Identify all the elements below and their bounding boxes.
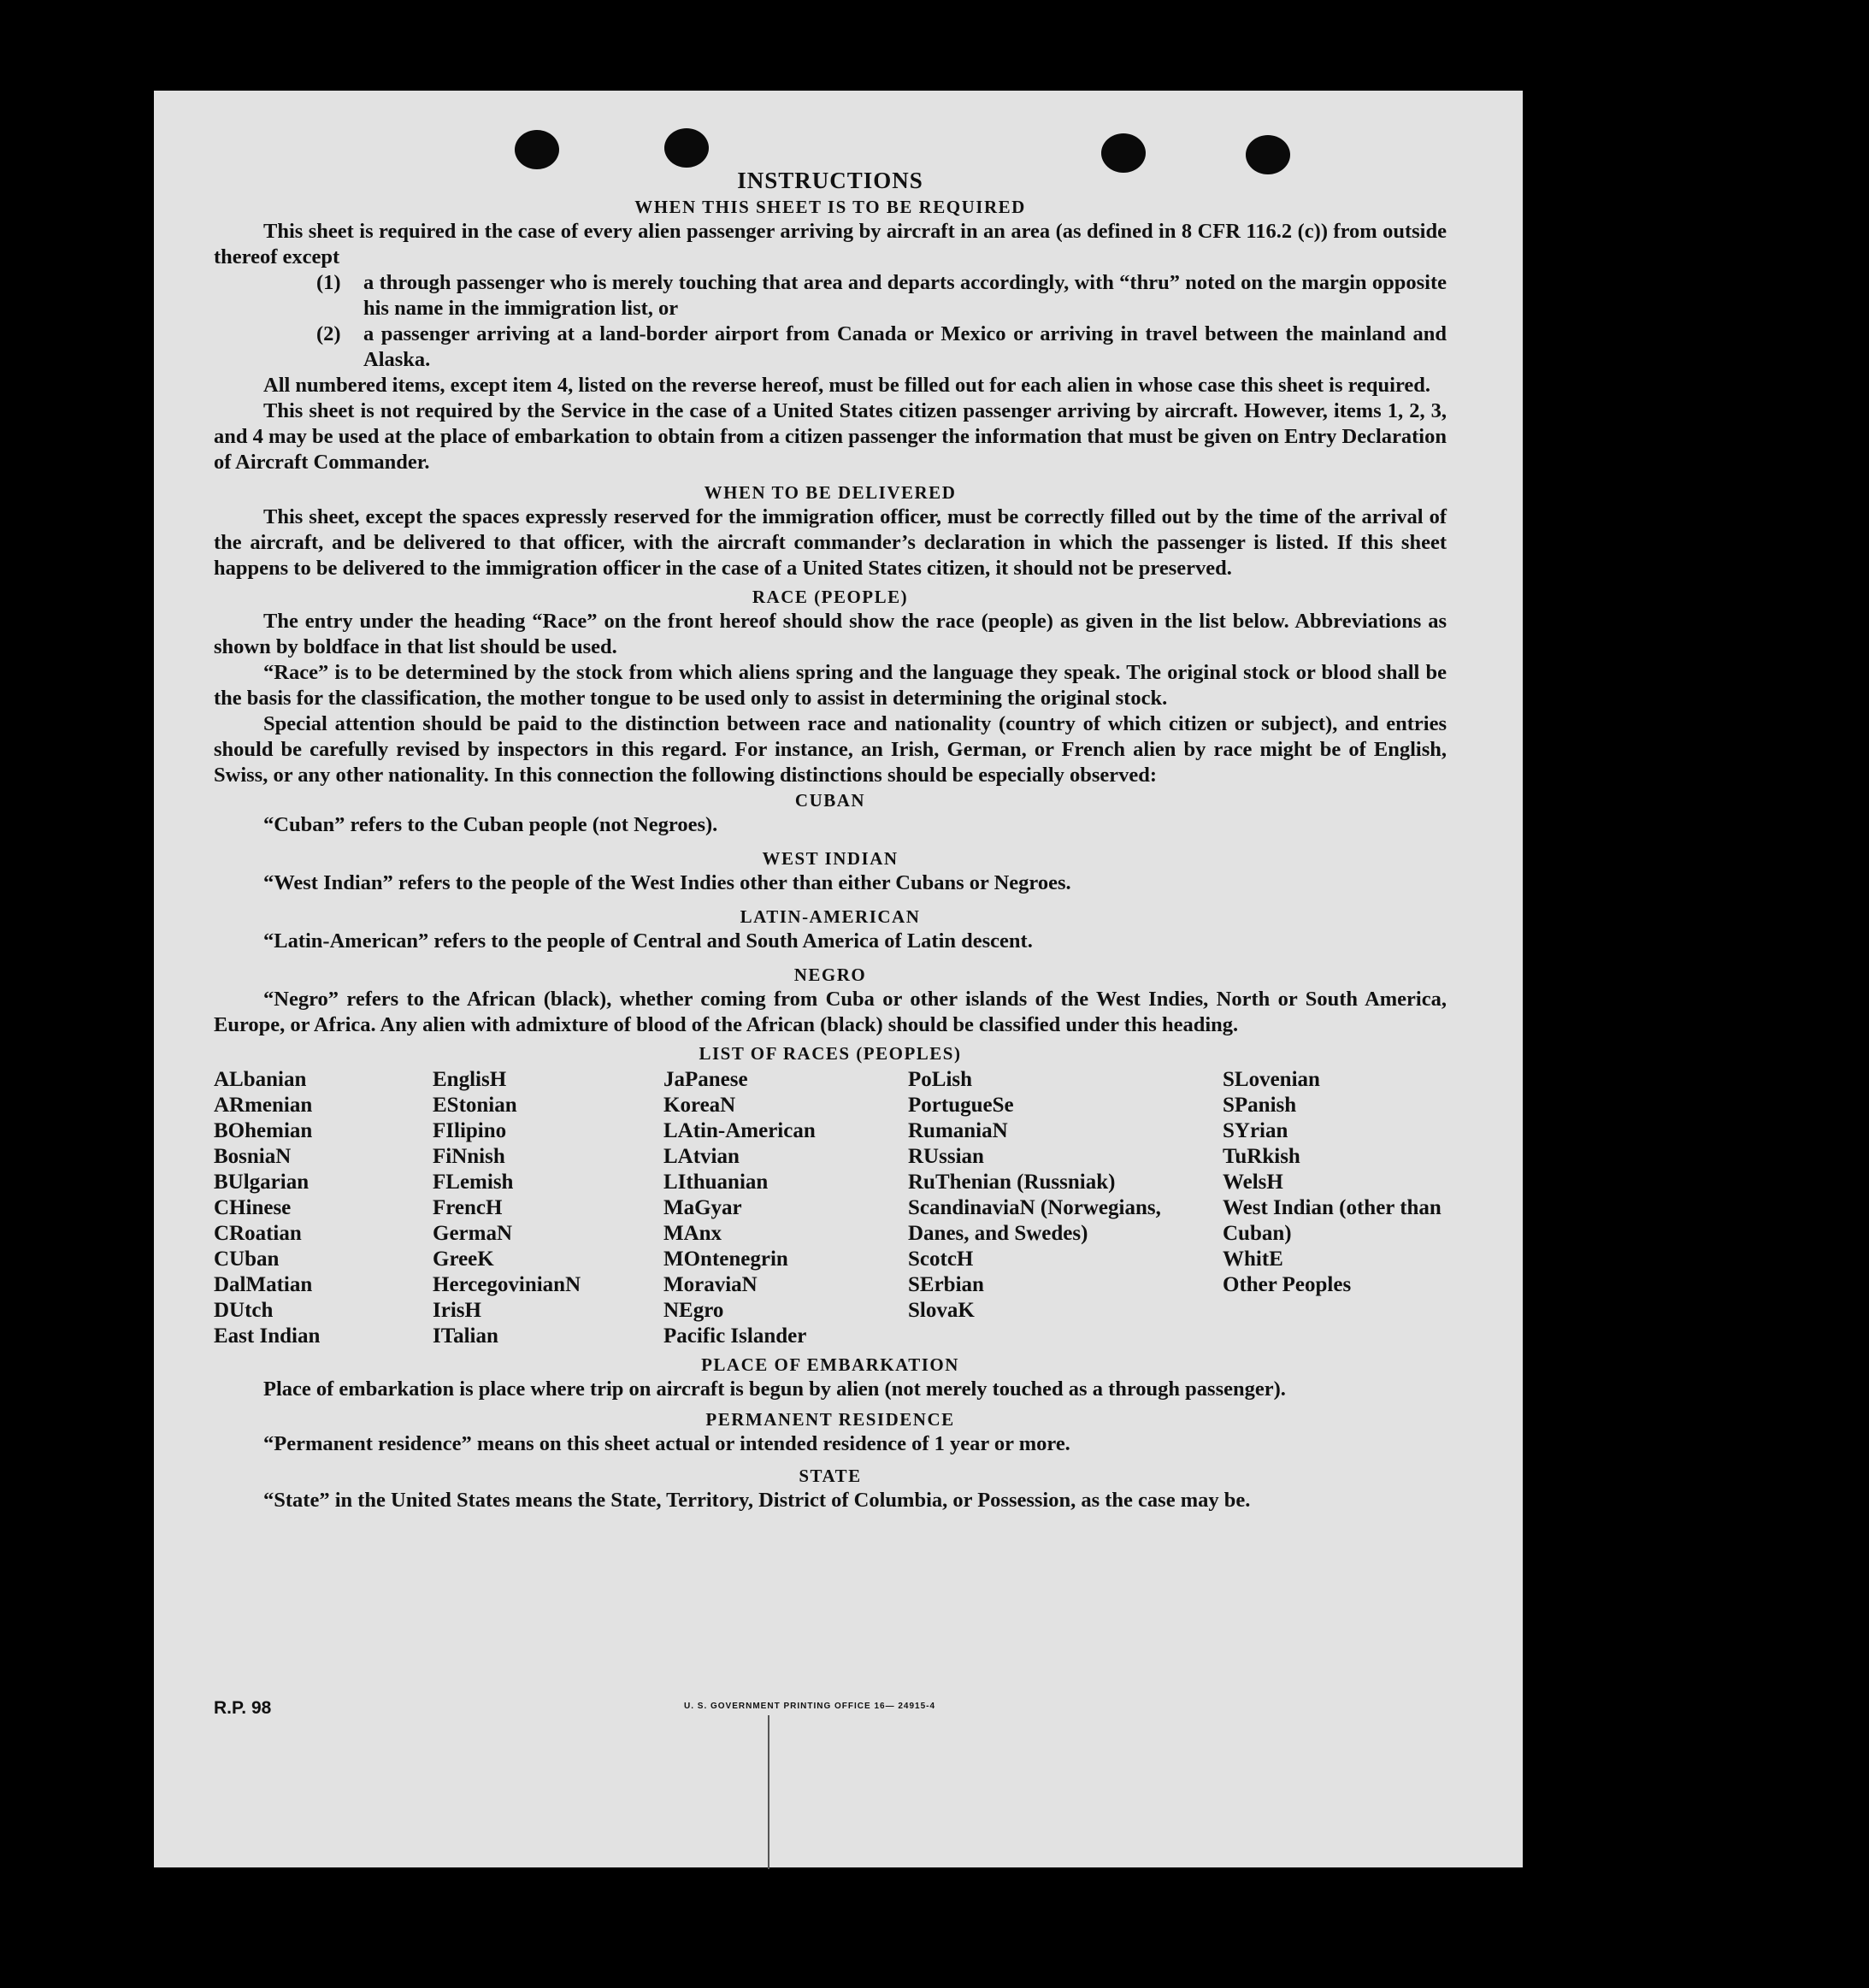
section-heading-state: STATE [799,1466,862,1486]
crease-mark [768,1715,769,1869]
printer-imprint: U. S. GOVERNMENT PRINTING OFFICE 16— 24915-4 [684,1702,936,1711]
section-heading-negro: NEGRO [793,965,867,985]
race-item: SErbian [908,1273,984,1296]
race-item: WhitE [1223,1248,1283,1271]
race-item: RuThenian (Russniak) [908,1171,1116,1194]
race-item: BosniaN [214,1145,292,1168]
required-paragraph: This sheet is not required by the Service in the case of a United States citizen passenger arriving by aircraft. However, items 1, 2, 3, and 4 may be used at the place of embarkation to obtain from a citizen passenger the information that must be given on Entry Declaration of Aircraft Commander. [214,399,1447,474]
document-body [214,166,1447,1513]
exception-item [214,322,1447,373]
race-item: SYrian [1223,1119,1288,1142]
race-item: Other Peoples [1223,1273,1352,1296]
race-item: EnglisH [433,1068,507,1091]
required-intro: This sheet is required in the case of every alien passenger arriving by aircraft in an area (as defined in 8 CFR 116.2 (c)) from outside thereof except [214,220,1447,268]
section-heading-required: WHEN THIS SHEET IS TO BE REQUIRED [634,197,1026,217]
race-column [663,1067,908,1349]
race-item: CHinese [214,1196,292,1219]
race-item: BOhemian [214,1119,313,1142]
race-item: West Indian (other than Cuban) [1223,1196,1442,1245]
section-heading-delivered: WHEN TO BE DELIVERED [704,482,957,503]
section-heading-permanent-residence: PERMANENT RESIDENCE [705,1409,955,1430]
page-title: INSTRUCTIONS [737,168,923,193]
negro-paragraph: “Negro” refers to the African (black), whether coming from Cuba or other islands of the West Indies, North or South America, Europe, or Africa. Any alien with admixture of blood of the African (black) should be classified under this heading. [214,988,1447,1036]
race-item: RumaniaN [908,1119,1008,1142]
race-item: LAtin-American [663,1119,816,1142]
delivered-paragraph: This sheet, except the spaces expressly reserved for the immigration officer, must be correctly filled out by the time of the arrival of the aircraft, and be delivered to that officer, with the aircraft commander’s declaration in which the passenger is listed. If this sheet happens to be delivered to the immigration officer in the case of a United States citizen, it should not be preserved. [214,505,1447,580]
race-column [908,1067,1164,1349]
race-item: ARmenian [214,1094,313,1117]
punch-hole [515,130,559,169]
section-heading-west-indian: WEST INDIAN [762,848,899,869]
race-item: ALbanian [214,1068,307,1091]
race-item: ScotcH [908,1248,974,1271]
section-heading-race: RACE (PEOPLE) [752,587,909,607]
race-item: FiNnish [433,1145,505,1168]
race-paragraph: The entry under the heading “Race” on the front hereof should show the race (people) as given in the list below. Abbreviations as shown by boldface in that list should be used. [214,610,1447,658]
race-item: DalMatian [214,1273,313,1296]
form-number: R.P. 98 [214,1698,272,1718]
item-number: (1) [316,271,341,294]
race-item: CRoatian [214,1222,302,1245]
item-text: a passenger arriving at a land-border airport from Canada or Mexico or arriving in travel between the mainland and Alaska. [363,322,1447,371]
race-item: BUlgarian [214,1171,310,1194]
latin-american-paragraph: “Latin-American” refers to the people of Central and South America of Latin descent. [263,929,1033,953]
race-item: SlovaK [908,1299,975,1322]
item-number: (2) [316,322,341,345]
race-item: RUssian [908,1145,984,1168]
race-item: GreeK [433,1248,494,1271]
race-item: East Indian [214,1324,321,1348]
race-item: MAnx [663,1222,722,1245]
race-item: CUban [214,1248,280,1271]
section-heading-latin-american: LATIN-AMERICAN [740,906,921,927]
race-item: MaGyar [663,1196,742,1219]
race-item: IrisH [433,1299,481,1322]
race-item: GermaN [433,1222,513,1245]
race-item: Pacific Islander [663,1324,807,1348]
race-item: LAtvian [663,1145,740,1168]
race-item: MoraviaN [663,1273,758,1296]
race-item: WelsH [1223,1171,1283,1194]
race-item: DUtch [214,1299,274,1322]
document-sheet [154,91,1523,1867]
race-item: FLemish [433,1171,514,1194]
race-item: FrencH [433,1196,503,1219]
race-item: PoLish [908,1068,973,1091]
required-paragraph: All numbered items, except item 4, listed on the reverse hereof, must be filled out for each alien in whose case this sheet is required. [263,374,1431,397]
race-item: NEgro [663,1299,724,1322]
race-column [433,1067,663,1349]
race-item: ScandinaviaN (Norwegians, Danes, and Swedes) [908,1196,1161,1245]
race-item: TuRkish [1223,1145,1300,1168]
race-column [214,1067,433,1349]
race-list [214,1067,1447,1349]
race-item: FIlipino [433,1119,507,1142]
race-item: HercegovinianN [433,1273,581,1296]
race-item: ITalian [433,1324,498,1348]
section-heading-embarkation: PLACE OF EMBARKATION [701,1354,959,1375]
race-item: EStonian [433,1094,517,1117]
west-indian-paragraph: “West Indian” refers to the people of the West Indies other than either Cubans or Negroes. [263,871,1071,894]
race-item: SPanish [1223,1094,1297,1117]
race-item: JaPanese [663,1068,748,1091]
race-paragraph: Special attention should be paid to the distinction between race and nationality (country of which citizen or subject), and entries should be carefully revised by inspectors in this regard. For instance, an Irish, German, or French alien by race might be of English, Swiss, or any other nationality. In this connection the following distinctions should be especially observed: [214,712,1447,787]
section-heading-cuban: CUBAN [794,790,866,811]
cuban-paragraph: “Cuban” refers to the Cuban people (not Negroes). [263,813,718,836]
race-item: MOntenegrin [663,1248,788,1271]
race-item: LIthuanian [663,1171,769,1194]
section-heading-list-of-races: LIST OF RACES (PEOPLES) [699,1043,962,1064]
embarkation-paragraph: Place of embarkation is place where trip on aircraft is begun by alien (not merely touched as a through passenger). [263,1377,1286,1401]
exception-item [214,270,1447,322]
punch-hole [664,128,709,168]
race-item: PortugueSe [908,1094,1014,1117]
race-paragraph: “Race” is to be determined by the stock from which aliens spring and the language they speak. The original stock or blood shall be the basis for the classification, the mother tongue to be used only to assist in determining the original stock. [214,661,1447,710]
residence-paragraph: “Permanent residence” means on this sheet actual or intended residence of 1 year or more. [263,1432,1070,1455]
race-item: KoreaN [663,1094,736,1117]
item-text: a through passenger who is merely touching that area and departs accordingly, with “thru” noted on the margin opposite his name in the immigration list, or [363,271,1447,320]
race-item: SLovenian [1223,1068,1320,1091]
race-column [1223,1067,1445,1349]
state-paragraph: “State” in the United States means the State, Territory, District of Columbia, or Possession, as the case may be. [263,1489,1251,1512]
